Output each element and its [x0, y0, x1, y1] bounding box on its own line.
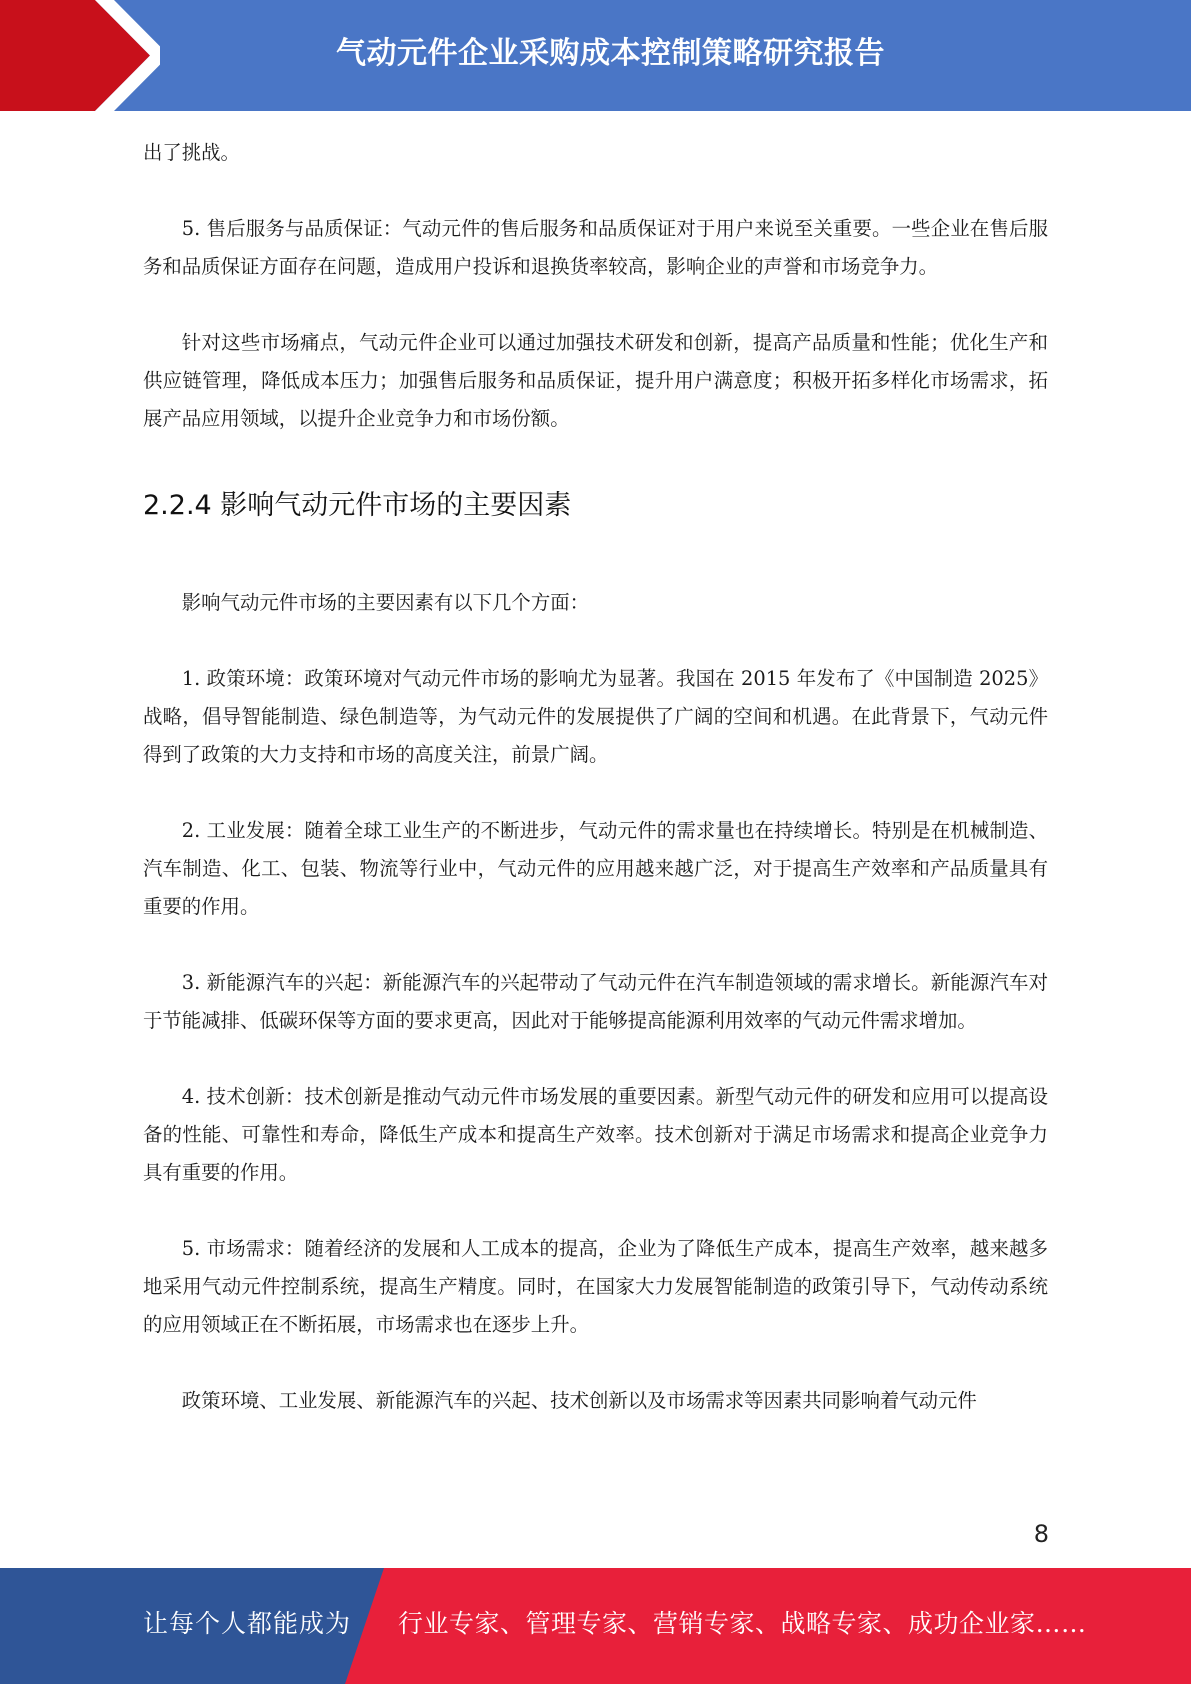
footer-slogan-right: 行业专家、管理专家、营销专家、战略专家、成功企业家…… — [398, 1609, 1087, 1638]
factor-industry-paragraph: 2. 工业发展：随着全球工业生产的不断进步，气动元件的需求量也在持续增长。特别是在机械制造、汽车制造、化工、包装、物流等行业中，气动元件的应用越来越广泛，对于提高生产效率和产品质量具有重要的作用。 — [143, 819, 1048, 918]
closing-paragraph: 政策环境、工业发展、新能源汽车的兴起、技术创新以及市场需求等因素共同影响着气动元件 — [181, 1389, 977, 1412]
section-heading: 2.2.4 影响气动元件市场的主要因素 — [143, 490, 572, 521]
factor-policy-paragraph: 1. 政策环境：政策环境对气动元件市场的影响尤为显著。我国在 2015 年发布了《中国制造 2025》战略，倡导智能制造、绿色制造等，为气动元件的发展提供了广阔的空间和机遇。在此背景下，气动元件得到了政策的大力支持和市场的高度关注，前景广阔。 — [143, 667, 1048, 766]
factors-intro-paragraph: 影响气动元件市场的主要因素有以下几个方面： — [181, 591, 589, 614]
factor-market-demand-paragraph: 5. 市场需求：随着经济的发展和人工成本的提高，企业为了降低生产成本，提高生产效率，越来越多地采用气动元件控制系统，提高生产精度。同时，在国家大力发展智能制造的政策引导下，气动传动系统的应用领域正在不断拓展，市场需求也在逐步上升。 — [143, 1237, 1048, 1336]
pain-point-summary-paragraph: 针对这些市场痛点，气动元件企业可以通过加强技术研发和创新，提高产品质量和性能；优化生产和供应链管理，降低成本压力；加强售后服务和品质保证，提升用户满意度；积极开拓多样化市场需求，拓展产品应用领域，以提升企业竞争力和市场份额。 — [143, 331, 1048, 430]
after-sales-paragraph: 5. 售后服务与品质保证：气动元件的售后服务和品质保证对于用户来说至关重要。一些企业在售后服务和品质保证方面存在问题，造成用户投诉和退换货率较高，影响企业的声誉和市场竞争力。 — [143, 217, 1048, 278]
page-content — [143, 134, 1048, 1420]
continuation-paragraph: 出了挑战。 — [143, 141, 240, 164]
factor-new-energy-paragraph: 3. 新能源汽车的兴起：新能源汽车的兴起带动了气动元件在汽车制造领域的需求增长。新能源汽车对于节能减排、低碳环保等方面的要求更高，因此对于能够提高能源利用效率的气动元件需求增加。 — [143, 971, 1048, 1032]
factor-technology-paragraph: 4. 技术创新：技术创新是推动气动元件市场发展的重要因素。新型气动元件的研发和应用可以提高设备的性能、可靠性和寿命，降低生产成本和提高生产效率。技术创新对于满足市场需求和提高企业竞争力具有重要的作用。 — [143, 1085, 1048, 1184]
page-number: 8 — [1033, 1520, 1049, 1548]
page-footer — [0, 1568, 1191, 1684]
page-header — [0, 0, 1191, 111]
report-title: 气动元件企业采购成本控制策略研究报告 — [336, 36, 885, 71]
footer-slogan-left: 让每个人都能成为 — [143, 1609, 352, 1638]
